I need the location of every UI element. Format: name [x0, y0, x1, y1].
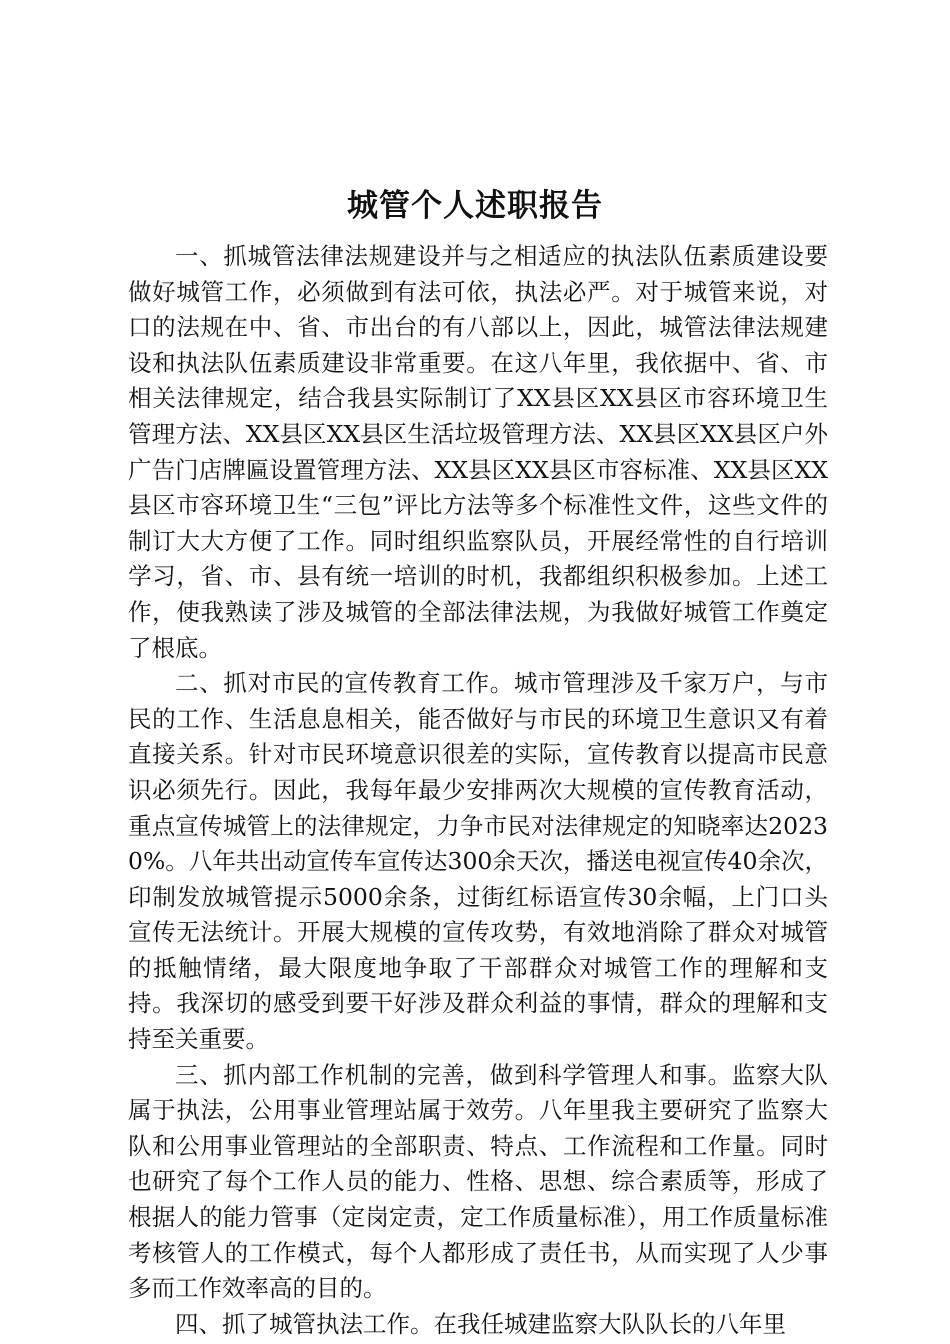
paragraph-1: 一、抓城管法律法规建设并与之相适应的执法队伍素质建设要做好城管工作，必须做到有法可依，执法必严。对于城管来说，对口的法规在中、省、市出台的有八部以上，因此，城管法律法规建设和执法队伍素质建设非常重要。在这八年里，我依据中、省、市相关法律规定，结合我县实际制订了XX县区XX县区市容环境卫生管理方法、XX县区XX县区生活垃圾管理方法、XX县区XX县区户外广告门店牌匾设置管理方法、XX县区XX县区市容标准、XX县区XX县区市容环境卫生“三包”评比方法等多个标准性文件，这些文件的制订大大方便了工作。同时组织监察队员，开展经常性的自行培训学习，省、市、县有统一培训的时机，我都组织积极参加。上述工作，使我熟读了涉及城管的全部法律法规，为我做好城管工作奠定了根底。 [128, 242, 828, 662]
paragraph-4: 四、抓了城管执法工作。在我任城建监察大队队长的八年里 [175, 1309, 786, 1338]
paragraph-2: 二、抓对市民的宣传教育工作。城市管理涉及千家万户，与市民的工作、生活息息相关，能否做好与市民的环境卫生意识又有着直接关系。针对市民环境意识很差的实际，宣传教育以提高市民意识必须先行。因此，我每年最少安排两次大规模的宣传教育活动，重点宣传城管上的法律规定，力争市民对法律规定的知晓率达20230%。八年共出动宣传车宣传达300余天次，播送电视宣传40余次，印制发放城管提示5000余条，过街红标语宣传30余幅，上门口头宣传无法统计。开展大规模的宣传攻势，有效地消除了群众对城管的抵触情绪，最大限度地争取了干部群众对城管工作的理解和支持。我深切的感受到要干好涉及群众利益的事情，群众的理解和支持至关重要。 [128, 669, 828, 1054]
document-title: 城管个人述职报告 [347, 188, 603, 224]
document-body [128, 239, 828, 1342]
paragraph-3: 三、抓内部工作机制的完善，做到科学管理人和事。监察大队属于执法，公用事业管理站属于效劳。八年里我主要研究了监察大队和公用事业管理站的全部职责、特点、工作流程和工作量。同时也研究了每个工作人员的能力、性格、思想、综合素质等，形成了根据人的能力管事（定岗定责，定工作质量标准），用工作质量标准考核管人的工作模式，每个人都形成了责任书，从而实现了人少事多而工作效率高的目的。 [128, 1060, 828, 1303]
